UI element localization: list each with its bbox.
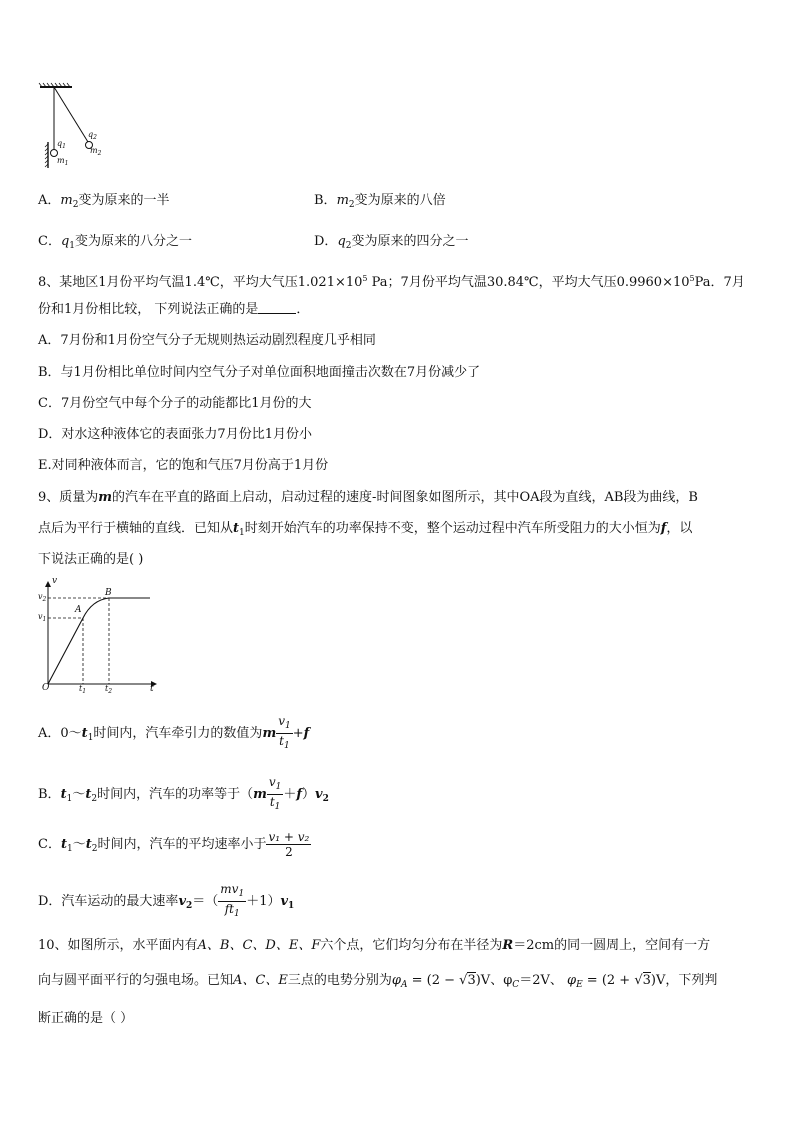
- q8-option-d: D．对水这种液体它的表面张力7月份比1月份小: [38, 427, 312, 442]
- q7-option-b: B．$m_2$变为原来的八倍: [314, 193, 446, 210]
- label-q2: $q_2$: [88, 130, 97, 141]
- origin-label: O: [42, 683, 50, 693]
- axis-label-v: v: [52, 576, 58, 586]
- axis-label-t: t: [150, 684, 154, 694]
- q10-stem-line3: 断正确的是（ ）: [38, 1011, 134, 1026]
- q8-stem-line2: 份和1月份相比较， 下列说法正确的是 ．: [38, 302, 310, 317]
- q8-option-a: A．7月份和1月份空气分子无规则热运动剧烈程度几乎相同: [38, 333, 376, 348]
- label-m1: $m_1$: [57, 156, 69, 167]
- q10-stem-line1: 10、如图所示，水平面内有A、B、C、D、E、F六个点，它们均匀分布在半径为R＝2cm的同一圆周上，空间有一方: [38, 938, 711, 953]
- tick-t1: $t_1$: [79, 684, 87, 695]
- label-q1: $q_1$: [57, 139, 66, 150]
- pendulum-figure: [36, 82, 116, 170]
- q7-option-c: C．$q_1$变为原来的八分之一: [38, 234, 193, 251]
- point-a-label: A: [75, 605, 82, 615]
- q9-option-a: A．$0\sim t_1$时间内，汽车牵引力的数值为m $\frac{v_1}{t_1}$ +f: [38, 714, 310, 751]
- q10-stem-line2: 向与圆平面平行的匀强电场。已知A、C、E三点的电势分别为$\varphi_A = (2 - √3)V$、$\varphi_C=2V$、 $\varphi_E = (2 + √3)V$，下列判: [38, 973, 718, 990]
- q9-stem-line2: 点后为平行于横轴的直线．已知从$t_1$时刻开始汽车的功率保持不变，整个运动过程中汽车所受阻力的大小恒为f，以: [38, 521, 693, 538]
- label-m2: $m_2$: [90, 146, 102, 157]
- q8-option-b: B．与1月份相比单位时间内空气分子对单位面积地面撞击次数在7月份减少了: [38, 365, 481, 380]
- q9-stem-line3: 下说法正确的是( ): [38, 552, 144, 567]
- velocity-time-graph: [36, 578, 160, 696]
- q9-option-b: B．$t_1\sim t_2$时间内，汽车的功率等于（m $\frac{v_1}{t_1}$ $+f)v_2$: [38, 775, 329, 812]
- tick-v2: $v_2$: [38, 592, 47, 603]
- q7-option-d: D．$q_2$变为原来的四分之一: [314, 234, 469, 251]
- q7-option-a: A．$m_2$变为原来的一半: [38, 193, 170, 210]
- point-b-label: B: [105, 588, 112, 598]
- tick-v1: $v_1$: [38, 612, 47, 623]
- q8-option-c: C．7月份空气中每个分子的动能都比1月份的大: [38, 396, 312, 411]
- q8-stem-line1: 8、某地区1月份平均气温1.4℃，平均大气压$1.021\times 10^5$ Pa；7月份平均气温30.84℃，平均大气压$0.9960\times 10^5Pa$．7月: [38, 274, 745, 290]
- answer-blank: [258, 301, 296, 314]
- q9-option-c: C．$t_1\sim t_2$时间内，汽车的平均速率小于 $\frac{\text{v₁ + v₂}}{2}$: [38, 830, 310, 859]
- q9-option-d: D．汽车运动的最大速率$v_2=$（ $\frac{mv_1}{ft_1}$ $+1)v_1$: [38, 882, 295, 919]
- tick-t2: $t_2$: [105, 684, 113, 695]
- q9-stem-line1: 9、质量为m的汽车在平直的路面上启动，启动过程的速度-时间图象如图所示，其中OA段为直线，AB段为曲线，B: [38, 490, 698, 505]
- q8-option-e: E.对同种液体而言，它的饱和气压7月份高于1月份: [38, 458, 329, 473]
